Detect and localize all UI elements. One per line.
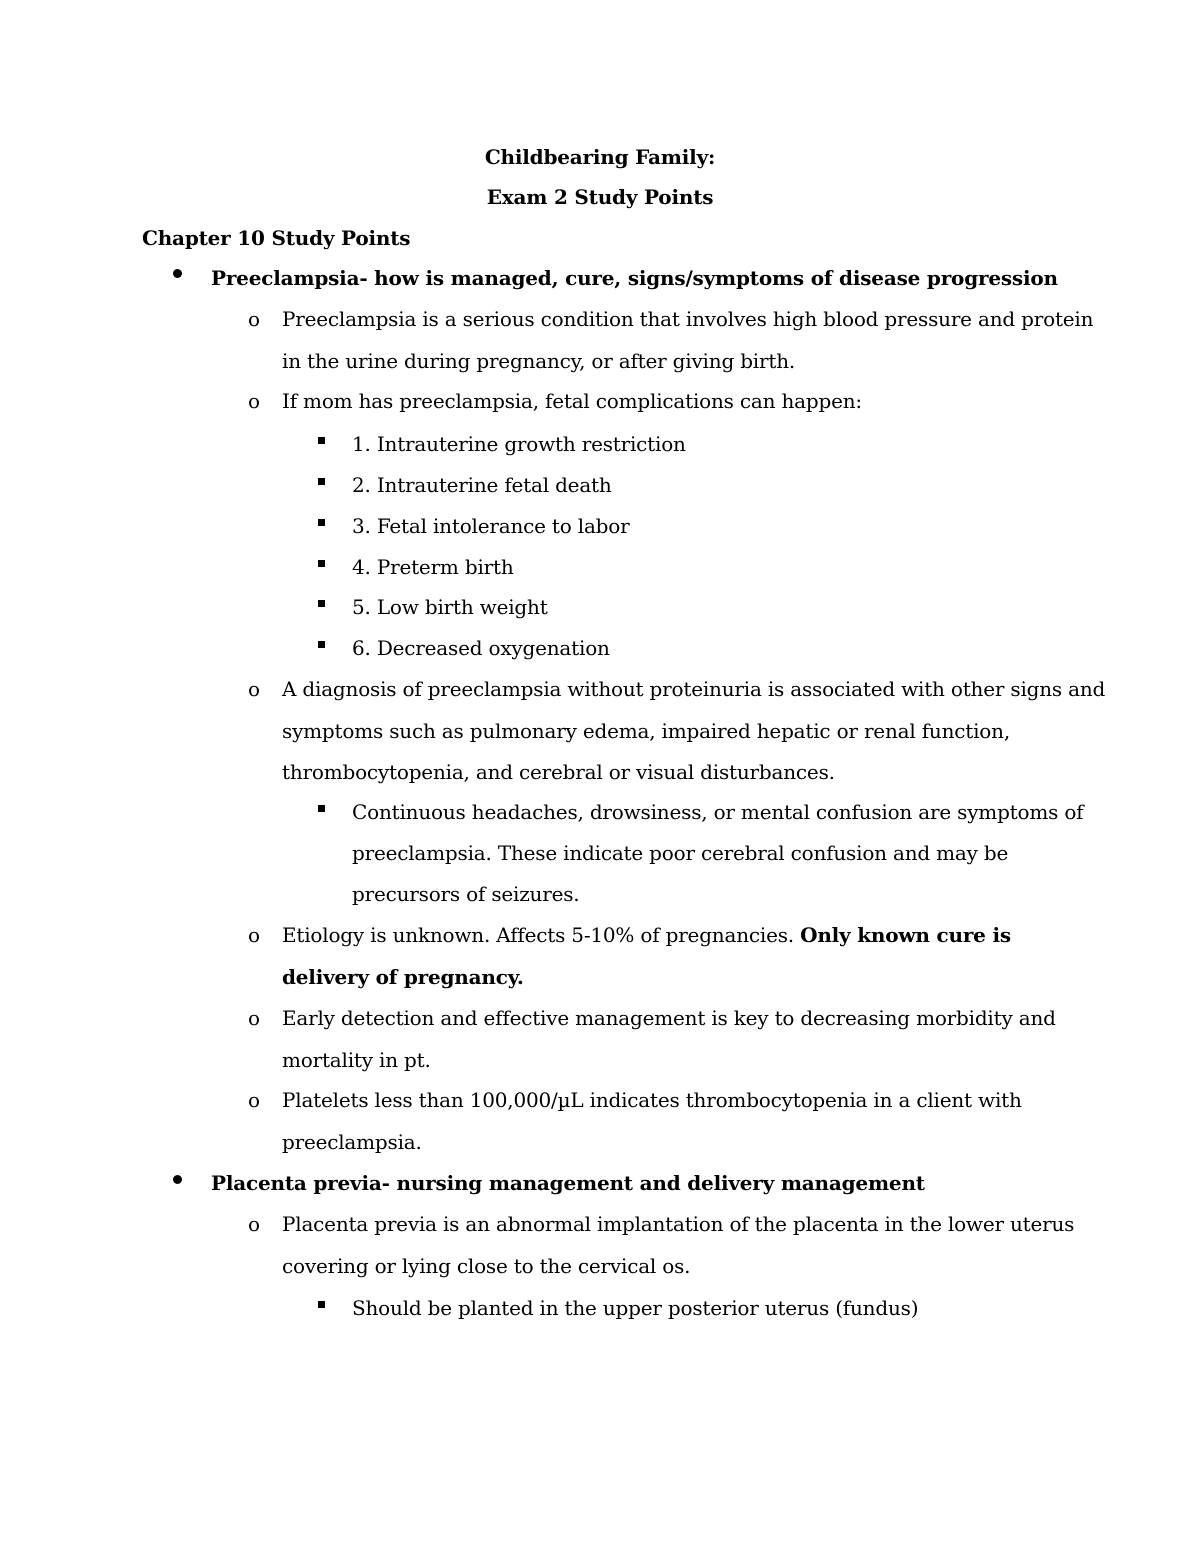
bullet-circle-icon: o (248, 1212, 261, 1236)
bullet-square-icon (318, 437, 325, 444)
bullet-dot-icon (173, 269, 182, 278)
preeclampsia-heading: Preeclampsia- how is managed, cure, signs/symptoms of disease progression (211, 266, 1058, 290)
complication-item: 5. Low birth weight (352, 595, 548, 619)
platelets-line-1: Platelets less than 100,000/µL indicates thrombocytopenia in a client with (282, 1088, 1022, 1112)
early-detection-line-2: mortality in pt. (282, 1048, 431, 1072)
placenta-definition-line-1: Placenta previa is an abnormal implantation of the placenta in the lower uterus (282, 1212, 1075, 1236)
bullet-square-icon (318, 805, 325, 812)
bullet-circle-icon: o (248, 307, 261, 331)
complication-item: 3. Fetal intolerance to labor (352, 514, 630, 538)
placenta-definition-line-2: covering or lying close to the cervical os. (282, 1254, 691, 1278)
bullet-circle-icon: o (248, 923, 261, 947)
bullet-square-icon (318, 519, 325, 526)
early-detection-line-1: Early detection and effective management is key to decreasing morbidity and (282, 1006, 1056, 1030)
complication-item: 6. Decreased oxygenation (352, 636, 610, 660)
bullet-circle-icon: o (248, 389, 261, 413)
bullet-circle-icon: o (248, 1088, 261, 1112)
complication-item: 1. Intrauterine growth restriction (352, 432, 686, 456)
preeclampsia-definition-line-2: in the urine during pregnancy, or after giving birth. (282, 349, 796, 373)
cure-text: Only known cure is (800, 923, 1011, 947)
etiology-line-2: delivery of pregnancy. (282, 965, 524, 989)
bullet-square-icon (318, 1301, 325, 1308)
bullet-square-icon (318, 478, 325, 485)
symptoms-line-2: preeclampsia. These indicate poor cerebral confusion and may be (352, 841, 1009, 865)
placenta-location-note: Should be planted in the upper posterior uterus (fundus) (352, 1296, 919, 1320)
document-subtitle: Exam 2 Study Points (486, 185, 714, 209)
etiology-text: Etiology is unknown. Affects 5-10% of pregnancies. (282, 923, 801, 947)
placenta-previa-heading: Placenta previa- nursing management and delivery management (211, 1171, 925, 1195)
bullet-dot-icon (173, 1175, 182, 1184)
bullet-circle-icon: o (248, 677, 261, 701)
fetal-complications-intro: If mom has preeclampsia, fetal complications can happen: (282, 389, 862, 413)
bullet-square-icon (318, 600, 325, 607)
symptoms-line-3: precursors of seizures. (352, 882, 580, 906)
diagnosis-line-1: A diagnosis of preeclampsia without proteinuria is associated with other signs and (282, 677, 1106, 701)
bullet-circle-icon: o (248, 1006, 261, 1030)
diagnosis-line-2: symptoms such as pulmonary edema, impaired hepatic or renal function, (282, 719, 1010, 743)
preeclampsia-definition-line-1: Preeclampsia is a serious condition that involves high blood pressure and protein (282, 307, 1094, 331)
bullet-square-icon (318, 641, 325, 648)
bullet-square-icon (318, 560, 325, 567)
diagnosis-line-3: thrombocytopenia, and cerebral or visual disturbances. (282, 760, 835, 784)
chapter-heading: Chapter 10 Study Points (142, 226, 411, 250)
complication-item: 4. Preterm birth (352, 555, 514, 579)
document-title: Childbearing Family: (484, 145, 716, 169)
complication-item: 2. Intrauterine fetal death (352, 473, 612, 497)
platelets-line-2: preeclampsia. (282, 1130, 422, 1154)
symptoms-line-1: Continuous headaches, drowsiness, or mental confusion are symptoms of (352, 800, 1084, 824)
etiology-line-1 (282, 921, 1011, 949)
